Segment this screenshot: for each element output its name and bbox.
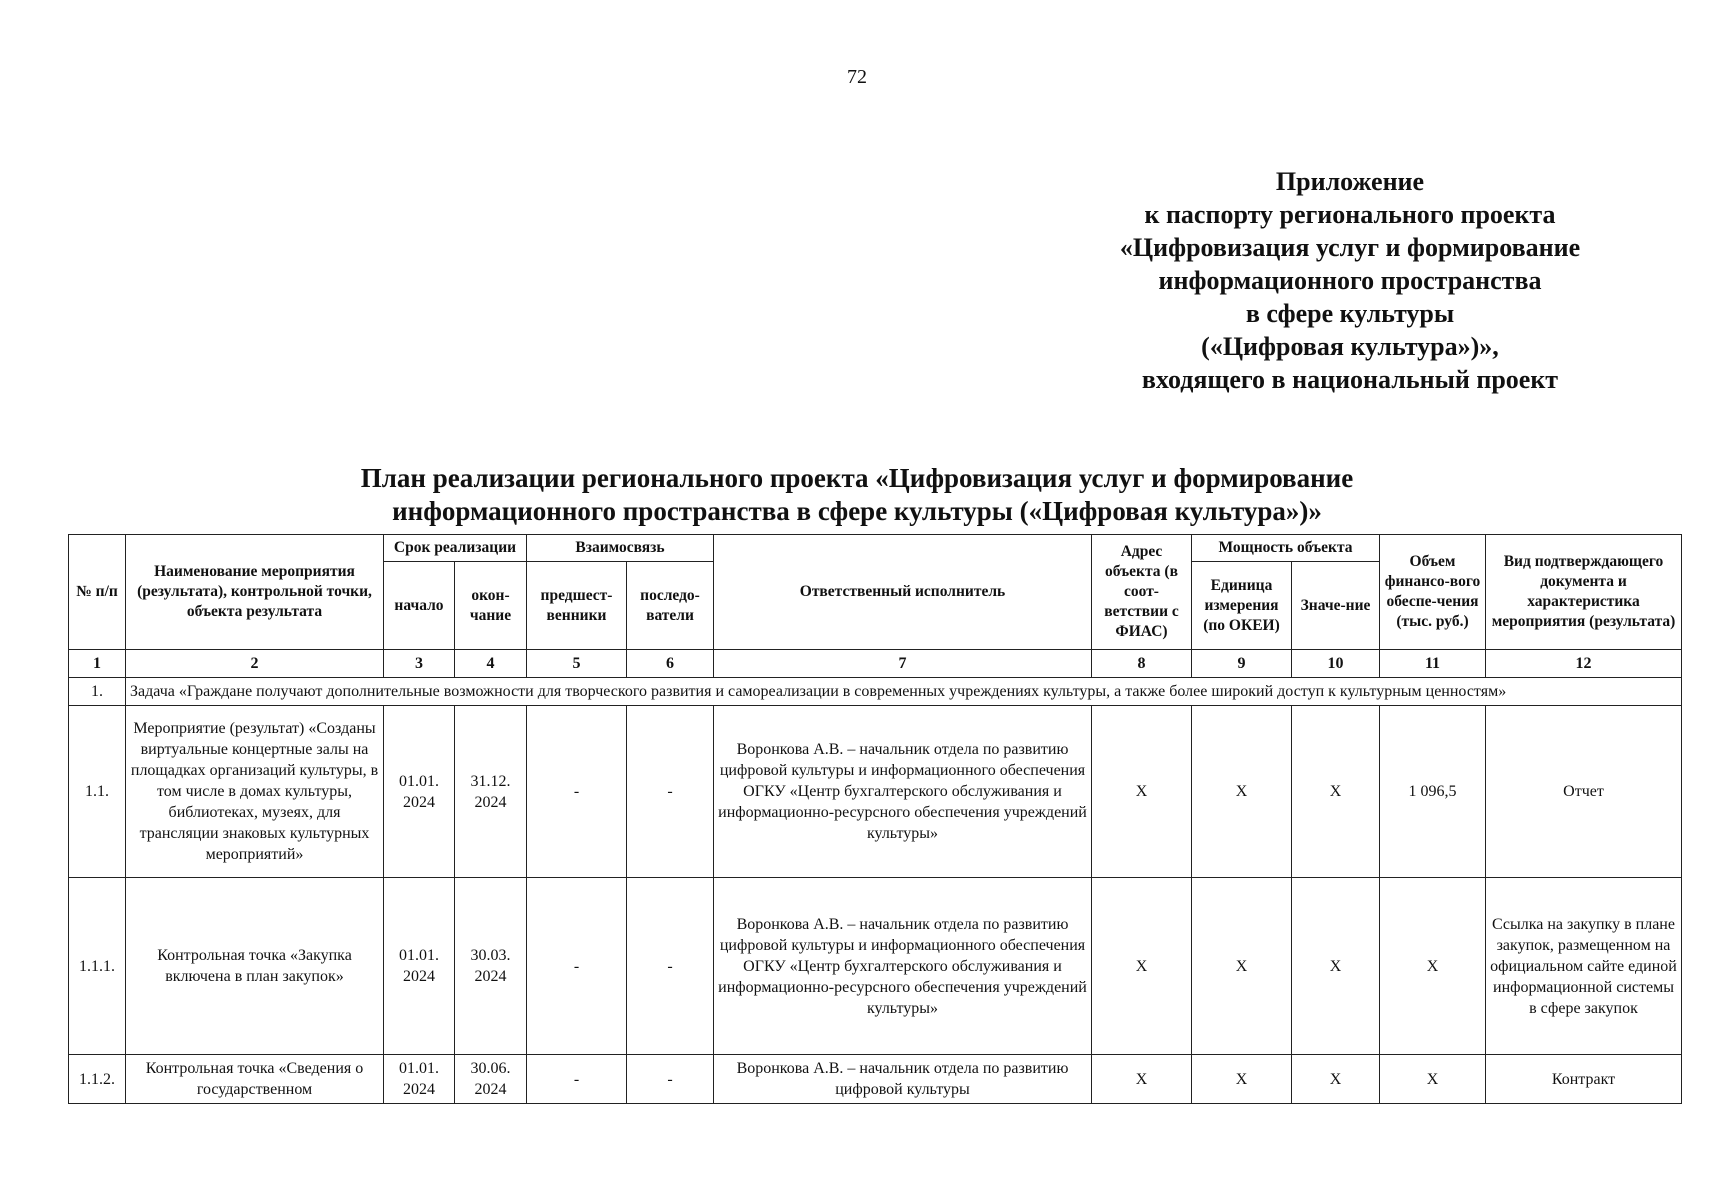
appendix-line: входящего в национальный проект (1141, 365, 1559, 394)
row-doc: Ссылка на закупку в плане закупок, размещенном на официальном сайте единой информационной системы в сфере закупок (1486, 878, 1682, 1055)
row-end: 31.12. 2024 (455, 706, 527, 878)
row-number: 1.1.2. (69, 1055, 126, 1104)
row-address: X (1092, 1055, 1192, 1104)
appendix-line: «Цифровизация услуг и формирование (1119, 233, 1581, 262)
plan-title (0, 462, 1714, 528)
header-end: окон-чание (455, 562, 527, 650)
header-responsible: Ответственный исполнитель (714, 535, 1092, 650)
row-address: X (1092, 706, 1192, 878)
row-start: 01.01. 2024 (384, 706, 455, 878)
header-value: Значе-ние (1292, 562, 1380, 650)
column-number: 12 (1486, 650, 1682, 678)
column-number: 9 (1192, 650, 1292, 678)
appendix-line: в сфере культуры (1245, 299, 1455, 328)
row-name: Мероприятие (результат) «Созданы виртуальные концертные залы на площадках организаций культуры, в том числе в домах культуры, библиотеках, музеях, для трансляции знаковых культурных мероприятий» (126, 706, 384, 878)
row-name: Контрольная точка «Сведения о государственном (126, 1055, 384, 1104)
row-responsible: Воронкова А.В. – начальник отдела по развитию цифровой культуры (714, 1055, 1092, 1104)
header-num: № п/п (69, 535, 126, 650)
row-doc: Отчет (1486, 706, 1682, 878)
column-number: 3 (384, 650, 455, 678)
header-link: Взаимосвязь (527, 535, 714, 562)
plan-table (68, 534, 1682, 1104)
row-predecessors: - (527, 1055, 627, 1104)
appendix-line: к паспорту регионального проекта (1144, 200, 1556, 229)
row-predecessors: - (527, 878, 627, 1055)
plan-title-line: План реализации регионального проекта «Цифровизация услуг и формирование (360, 463, 1354, 493)
page-number: 72 (847, 66, 867, 88)
table-row (69, 1055, 1682, 1104)
column-number: 1 (69, 650, 126, 678)
column-number: 8 (1092, 650, 1192, 678)
row-unit: X (1192, 706, 1292, 878)
row-responsible: Воронкова А.В. – начальник отдела по развитию цифровой культуры и информационного обеспечения ОГКУ «Центр бухгалтерского обслуживания и информационно-ресурсного обеспечения учреждений культуры» (714, 706, 1092, 878)
column-number: 5 (527, 650, 627, 678)
row-successors: - (627, 878, 714, 1055)
column-number: 7 (714, 650, 1092, 678)
row-start: 01.01. 2024 (384, 1055, 455, 1104)
column-numbers-row (69, 650, 1682, 678)
row-number: 1.1. (69, 706, 126, 878)
table-row (69, 706, 1682, 878)
column-number: 2 (126, 650, 384, 678)
row-doc: Контракт (1486, 1055, 1682, 1104)
row-unit: X (1192, 878, 1292, 1055)
header-funding: Объем финансо-вого обеспе-чения (тыс. руб.) (1380, 535, 1486, 650)
row-successors: - (627, 706, 714, 878)
header-successors: последо-ватели (627, 562, 714, 650)
header-capacity: Мощность объекта (1192, 535, 1380, 562)
row-address: X (1092, 878, 1192, 1055)
column-number: 11 (1380, 650, 1486, 678)
task-text: Задача «Граждане получают дополнительные возможности для творческого развития и самореализации в современных учреждениях культуры, а также более широкий доступ к культурным ценностям» (126, 678, 1682, 706)
row-end: 30.06. 2024 (455, 1055, 527, 1104)
header-unit: Единица измерения (по ОКЕИ) (1192, 562, 1292, 650)
appendix-line: информационного пространства (1158, 266, 1542, 295)
appendix-line: («Цифровая культура»)», (1201, 332, 1499, 361)
row-funding: X (1380, 1055, 1486, 1104)
row-funding: X (1380, 878, 1486, 1055)
row-value: X (1292, 706, 1380, 878)
column-number: 4 (455, 650, 527, 678)
row-start: 01.01. 2024 (384, 878, 455, 1055)
header-term: Срок реализации (384, 535, 527, 562)
column-number: 10 (1292, 650, 1380, 678)
row-value: X (1292, 878, 1380, 1055)
header-address: Адрес объекта (в соот-ветствии с ФИАС) (1092, 535, 1192, 650)
row-responsible: Воронкова А.В. – начальник отдела по развитию цифровой культуры и информационного обеспечения ОГКУ «Центр бухгалтерского обслуживания и информационно-ресурсного обеспечения учреждений культуры» (714, 878, 1092, 1055)
row-unit: X (1192, 1055, 1292, 1104)
row-number: 1.1.1. (69, 878, 126, 1055)
row-end: 30.03. 2024 (455, 878, 527, 1055)
row-value: X (1292, 1055, 1380, 1104)
plan-title-line: информационного пространства в сфере культуры («Цифровая культура»)» (392, 496, 1322, 526)
row-predecessors: - (527, 706, 627, 878)
appendix-line: Приложение (1275, 167, 1425, 196)
row-successors: - (627, 1055, 714, 1104)
header-predecessors: предшест-венники (527, 562, 627, 650)
row-funding: 1 096,5 (1380, 706, 1486, 878)
header-name: Наименование мероприятия (результата), контрольной точки, объекта результата (126, 535, 384, 650)
task-row (69, 678, 1682, 706)
header-doc: Вид подтверждающего документа и характеристика мероприятия (результата) (1486, 535, 1682, 650)
row-name: Контрольная точка «Закупка включена в план закупок» (126, 878, 384, 1055)
appendix-heading (1080, 165, 1620, 396)
column-number: 6 (627, 650, 714, 678)
header-start: начало (384, 562, 455, 650)
task-number: 1. (69, 678, 126, 706)
table-row (69, 878, 1682, 1055)
